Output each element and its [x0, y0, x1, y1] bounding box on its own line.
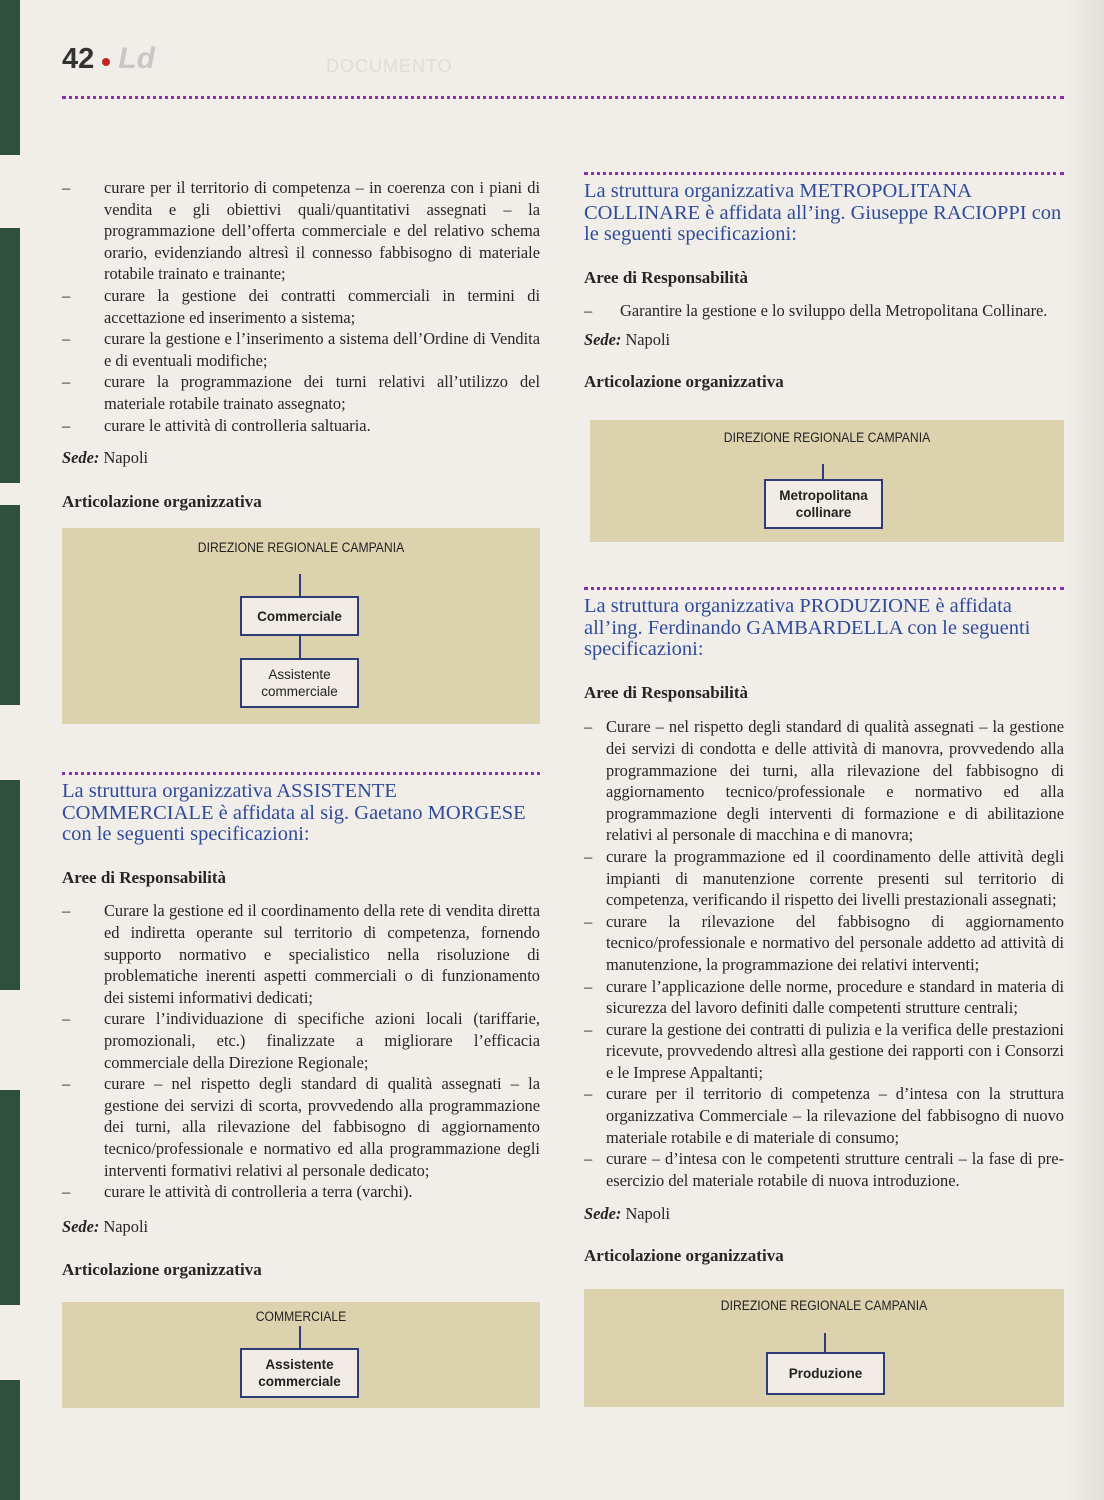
articolazione-heading: Articolazione organizzativa — [62, 491, 262, 511]
list-item: – curare la gestione dei contratti di pulizia e la verifica delle prestazioni ricevute, provvedendo altresì alla gestione dei rapporti con i Consorzi e le Imprese Appaltanti; — [584, 1019, 1064, 1084]
header-divider — [62, 96, 1064, 99]
articolazione-heading: Articolazione organizzativa — [584, 1246, 784, 1266]
org-box-metropolitana: Metropolitana collinare — [764, 479, 883, 529]
org-box-commerciale: Commerciale — [240, 596, 359, 636]
org-connector — [824, 1333, 826, 1353]
responsibility-list — [584, 300, 1064, 322]
org-chart-produzione — [584, 1289, 1064, 1407]
section-title: La struttura organizzativa METROPOLITANA COLLINARE è affidata all’ing. Giuseppe RACIOPPI con le seguenti specificazioni: — [584, 180, 1062, 246]
org-connector — [299, 636, 301, 658]
sede-line — [584, 1203, 1064, 1225]
sede-line — [584, 329, 1064, 351]
responsibility-list — [584, 716, 1064, 1191]
org-chart-metropolitana — [590, 420, 1064, 542]
sede-label: Sede: — [62, 448, 100, 468]
org-box-assistente: Assistente commerciale — [240, 1348, 359, 1398]
org-top-label: DIREZIONE REGIONALE CAMPANIA — [723, 430, 931, 445]
sede-value: Napoli — [625, 1204, 671, 1224]
section-title: La struttura organizzativa ASSISTENTE COMMERCIALE è affidata al sig. Gaetano MORGESE con le seguenti specificazioni: — [62, 780, 526, 846]
sede-value: Napoli — [103, 1216, 149, 1236]
sede-value: Napoli — [625, 329, 671, 349]
list-item: – curare le attività di controlleria a terra (varchi). — [62, 1181, 540, 1203]
list-item: – curare la gestione e l’inserimento a sistema dell’Ordine di Vendita e di eventuali modifiche; — [62, 328, 540, 371]
org-top-label: COMMERCIALE — [255, 1309, 347, 1324]
list-item: – Garantire la gestione e lo sviluppo della Metropolitana Collinare. — [584, 300, 1064, 322]
section-title: La struttura organizzativa PRODUZIONE è affidata all’ing. Ferdinando GAMBARDELLA con le seguenti specificazioni: — [584, 595, 1031, 661]
org-chart-assistente — [62, 1302, 540, 1408]
page-edge-tabs — [0, 0, 22, 1500]
list-item: – curare – nel rispetto degli standard di qualità assegnati – la gestione dei servizi di scorta, provvedendo alla programmazione dei turni, alla rilevazione del fabbisogno di aggiornamento tecnico/professionale e normativo ed alla programmazione degli interventi formativi relativi al personale dedicato; — [62, 1073, 540, 1181]
org-chart-commerciale — [62, 528, 540, 724]
aree-heading: Aree di Responsabilità — [584, 267, 749, 287]
list-item: – curare per il territorio di competenza – in coerenza con i piani di vendita e gli obiettivi quali/quantitativi assegnati – la programmazione dell’offerta commerciale e del relativo schema orario, evidenziando altresì il connesso fabbisogno di materiale rotabile trainato e trainante; — [62, 177, 540, 285]
sede-label: Sede: — [62, 1216, 100, 1236]
responsibility-list — [62, 900, 540, 1202]
section-divider — [584, 172, 1064, 175]
articolazione-heading: Articolazione organizzativa — [62, 1260, 262, 1280]
aree-heading: Aree di Responsabilità — [62, 867, 227, 887]
section-metropolitana — [584, 181, 1064, 392]
list-item: – Curare – nel rispetto degli standard di qualità assegnati – la gestione dei servizi di condotta e delle attività di manovra, provvedendo alla programmazione dei turni, alla rilevazione del fabbisogno di aggiornamento tecnico/professionale e normativo ed alla programmazione degli interventi di formazione e di abilitazione relativi al personale di macchina e di manovra; — [584, 716, 1064, 846]
list-item: – curare l’applicazione delle norme, procedure e standard in materia di sicurezza del lavoro definiti dalle competenti strutture centrali; — [584, 976, 1064, 1019]
list-item: – curare l’individuazione di specifiche azioni locali (tariffarie, promozionali, etc.) finalizzate a migliorare l’efficacia commerciale della Direzione Regionale; — [62, 1008, 540, 1073]
intro-list — [62, 177, 540, 436]
section-produzione — [584, 596, 1064, 1267]
org-top-label: DIREZIONE REGIONALE CAMPANIA — [197, 540, 405, 555]
page-header — [62, 42, 155, 82]
running-title: DOCUMENTO — [326, 56, 453, 76]
left-intro — [62, 177, 540, 512]
list-item: – curare la gestione dei contratti commerciali in termini di accettazione ed inserimento a sistema; — [62, 285, 540, 328]
red-dot-icon — [102, 58, 110, 66]
articolazione-heading: Articolazione organizzativa — [584, 371, 784, 391]
sede-line — [62, 447, 540, 469]
page-gutter-shade — [1064, 0, 1104, 1500]
sede-label: Sede: — [584, 1204, 622, 1224]
list-item: – Curare la gestione ed il coordinamento della rete di vendita diretta ed indiretta operante sul territorio di competenza, fornendo supporto normativo e specialistico nella risoluzione di problematiche inerenti aspetti commerciali o di funzionamento dei sistemi informativi dedicati; — [62, 900, 540, 1008]
section-assistente — [62, 781, 540, 1281]
sede-value: Napoli — [103, 448, 149, 468]
section-divider — [584, 587, 1064, 590]
org-connector — [299, 1326, 301, 1350]
list-item: – curare la programmazione ed il coordinamento delle attività degli impianti di manutenzione corrente presenti sul territorio di competenza, verificando il rispetto dei livelli prestazionali assegnati; — [584, 846, 1064, 911]
list-item: – curare la programmazione dei turni relativi all’utilizzo del materiale rotabile trainato assegnato; — [62, 371, 540, 414]
list-item: – curare la rilevazione del fabbisogno di aggiornamento tecnico/professionale e normativo del personale addetto ad attività di manutenzione, la programmazione dei relativi interventi; — [584, 911, 1064, 976]
list-item: – curare le attività di controlleria saltuaria. — [62, 415, 540, 437]
org-box-produzione: Produzione — [766, 1352, 885, 1395]
org-box-assistente: Assistente commerciale — [240, 658, 359, 708]
section-divider — [62, 772, 540, 775]
ld-logo: Ld — [118, 42, 155, 75]
list-item: – curare – d’intesa con le competenti strutture centrali – la fase di pre-esercizio del materiale rotabile di nuova introduzione. — [584, 1148, 1064, 1191]
sede-line — [62, 1216, 540, 1238]
sede-label: Sede: — [584, 329, 622, 349]
org-top-label: DIREZIONE REGIONALE CAMPANIA — [720, 1298, 928, 1313]
list-item: – curare per il territorio di competenza – d’intesa con la struttura organizzativa Commerciale – la rilevazione del fabbisogno di nuovo materiale rotabile e di materiale di consumo; — [584, 1083, 1064, 1148]
aree-heading: Aree di Responsabilità — [584, 682, 749, 702]
page-number: 42 — [62, 43, 95, 75]
